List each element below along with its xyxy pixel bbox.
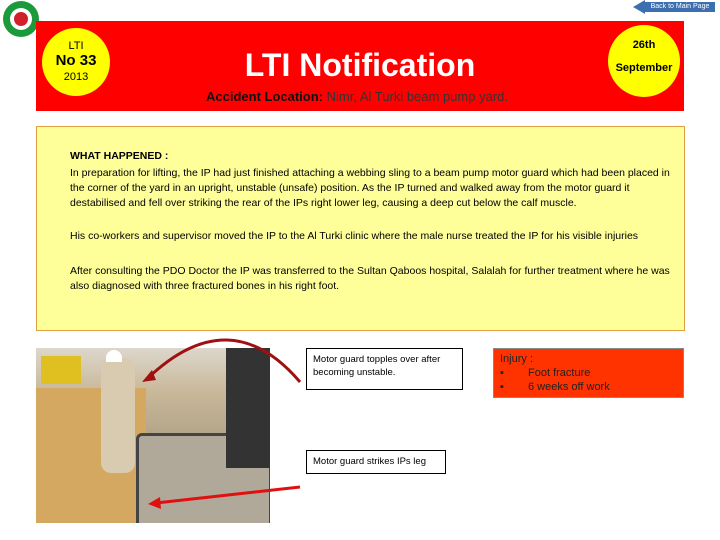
paragraph: His co-workers and supervisor moved the IP to the Al Turki clinic where the male nurse treated the IP for his visible injuries bbox=[70, 230, 639, 242]
location-value: Nimr, Al Turki beam pump yard. bbox=[326, 89, 508, 104]
paragraph: After consulting the PDO Doctor the IP was transferred to the Sultan Qaboos hospital, Salalah for further treatment where he was also diagnosed with three fractured bones in his right foot. bbox=[70, 265, 670, 292]
location-label: Accident Location: bbox=[206, 89, 324, 104]
lti-number: No 33 bbox=[55, 52, 97, 69]
injury-item: ▪ Foot fracture bbox=[500, 367, 591, 379]
page-title: LTI Notification bbox=[244, 47, 476, 83]
date-day: 26th bbox=[632, 39, 656, 51]
date-month: September bbox=[615, 62, 673, 74]
straight-arrow bbox=[156, 487, 300, 503]
callout-topples: Motor guard topples over after becoming unstable. bbox=[306, 348, 463, 390]
injury-heading: Injury : bbox=[500, 353, 534, 365]
injury-item: ▪ 6 weeks off work bbox=[500, 381, 610, 393]
callout-strikes: Motor guard strikes IPs leg bbox=[306, 450, 446, 474]
lti-year: 2013 bbox=[63, 71, 89, 83]
what-happened-heading: WHAT HAPPENED : bbox=[70, 150, 169, 162]
paragraph: In preparation for lifting, the IP had just finished attaching a webbing sling to a beam pump motor guard which had been placed in the corner of the yard in an upright, unstable (unsafe) position. As the IP turned and walked away from the motor guard it destabilised and fell over striking the rear of the IPs right lower leg, causing a deep cut below the calf muscle. bbox=[70, 167, 670, 209]
back-to-main-page-button[interactable]: Back to Main Page bbox=[633, 0, 711, 14]
injury-box bbox=[493, 348, 684, 398]
curved-arrow bbox=[148, 340, 300, 382]
lti-label: LTI bbox=[68, 40, 84, 52]
